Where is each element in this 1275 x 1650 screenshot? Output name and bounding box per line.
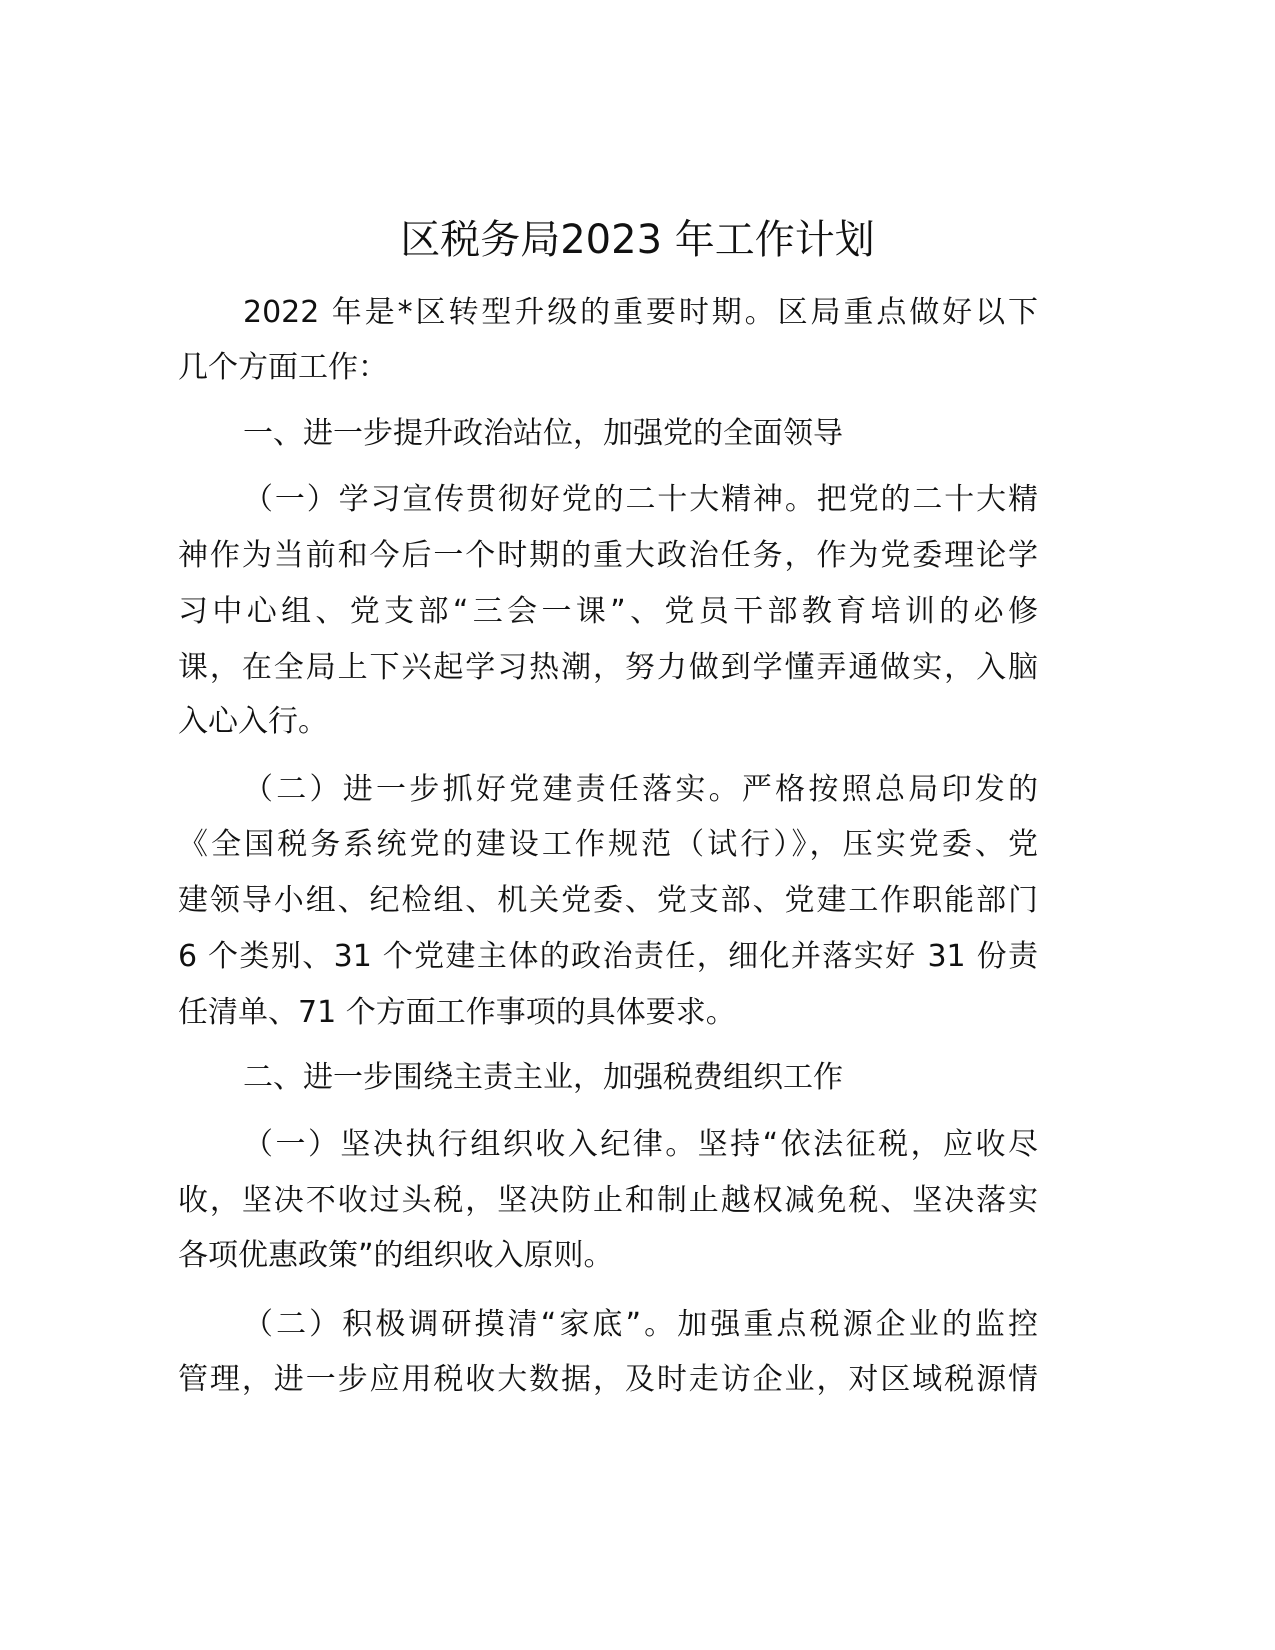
paragraph-line: 2022 年是*区转型升级的重要时期。区局重点做好以下 [243, 295, 1038, 330]
paragraph-line: 神作为当前和今后一个时期的重大政治任务，作为党委理论学 [178, 538, 1038, 573]
paragraph-line: 各项优惠政策”的组织收入原则。 [178, 1238, 614, 1273]
paragraph-line: 任清单、71 个方面工作事项的具体要求。 [178, 995, 736, 1030]
paragraph-line: （二）进一步抓好党建责任落实。严格按照总局印发的 [243, 772, 1038, 807]
paragraph-line: （一）坚决执行组织收入纪律。坚持“依法征税，应收尽 [243, 1127, 1038, 1162]
paragraph-line: 《全国税务系统党的建设工作规范（试行）》，压实党委、党 [178, 827, 1038, 862]
paragraph-line: 收，坚决不收过头税，坚决防止和制止越权减免税、坚决落实 [178, 1183, 1038, 1218]
paragraph-line: 二、进一步围绕主责主业，加强税费组织工作 [243, 1060, 843, 1095]
paragraph-line: 管理，进一步应用税收大数据，及时走访企业，对区域税源情 [178, 1362, 1038, 1397]
paragraph-line: 6 个类别、31 个党建主体的政治责任，细化并落实好 31 份责 [178, 939, 1038, 974]
paragraph-line: 入心入行。 [178, 704, 328, 739]
paragraph-line: 建领导小组、纪检组、机关党委、党支部、党建工作职能部门 [178, 883, 1038, 918]
paragraph-line: 习中心组、党支部“三会一课”、党员干部教育培训的必修 [178, 594, 1038, 629]
paragraph-line: 课，在全局上下兴起学习热潮，努力做到学懂弄通做实，入脑 [178, 650, 1038, 685]
paragraph-line: 一、进一步提升政治站位，加强党的全面领导 [243, 416, 843, 451]
paragraph-line: （二）积极调研摸清“家底”。加强重点税源企业的监控 [243, 1307, 1038, 1342]
document-title: 区税务局2023 年工作计划 [400, 217, 875, 263]
paragraph-line: 几个方面工作： [178, 350, 388, 385]
paragraph-line: （一）学习宣传贯彻好党的二十大精神。把党的二十大精 [243, 482, 1038, 517]
